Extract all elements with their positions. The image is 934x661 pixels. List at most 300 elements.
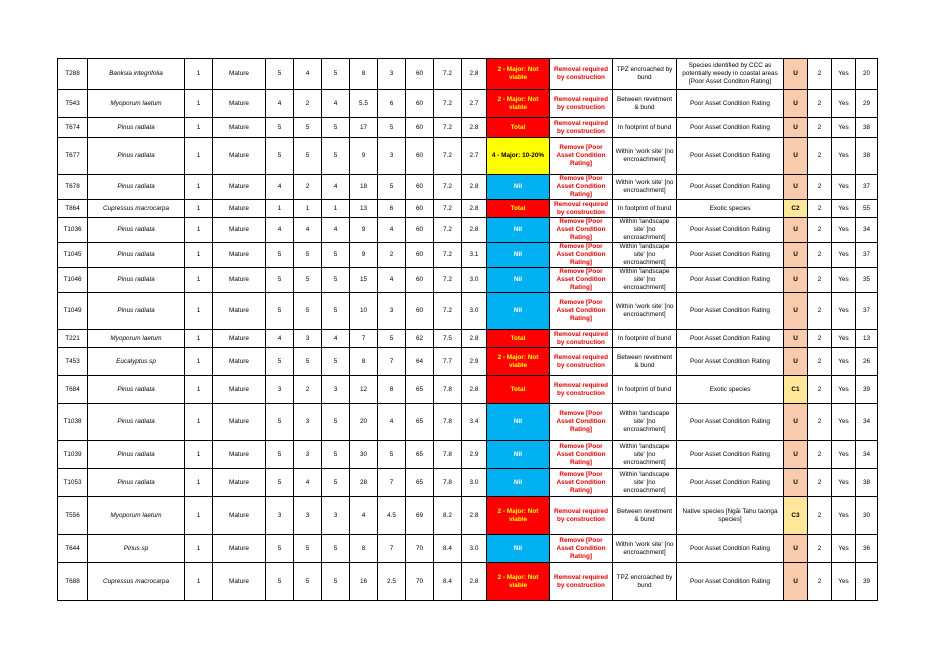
consent-cell: Yes (832, 138, 856, 175)
rating-c-cell: 5 (322, 268, 350, 293)
chainage-cell: 60 (406, 175, 434, 200)
retention-class-cell: C3 (784, 497, 808, 535)
consent-cell: Yes (832, 175, 856, 200)
measure-g-cell: 2.8 (462, 330, 487, 348)
tree-id-cell: T677 (58, 138, 88, 175)
impact-cell: 2 - Major: Not viable (487, 90, 550, 118)
count-cell: 1 (185, 243, 213, 268)
retention-class-cell: C2 (784, 200, 808, 218)
measure-g-cell: 3.0 (462, 268, 487, 293)
impact-cell: 2 - Major: Not viable (487, 563, 550, 601)
retention-class-cell: U (784, 59, 808, 90)
impact-cell: Total (487, 330, 550, 348)
age-class-cell: Mature (213, 535, 266, 563)
value-i-cell: 39 (856, 563, 878, 601)
comment-cell: Poor Asset Condition Rating (677, 563, 784, 601)
comment-cell: Poor Asset Condition Rating (677, 243, 784, 268)
impact-cell: 2 - Major: Not viable (487, 348, 550, 376)
chainage-cell: 70 (406, 563, 434, 601)
rating-b-cell: 5 (294, 293, 322, 330)
dbh-cell: 9 (350, 218, 378, 243)
value-h-cell: 2 (808, 243, 832, 268)
count-cell: 1 (185, 563, 213, 601)
value-i-cell: 36 (856, 535, 878, 563)
rating-b-cell: 5 (294, 138, 322, 175)
impact-cell: Nil (487, 469, 550, 497)
consent-cell: Yes (832, 441, 856, 469)
consent-cell: Yes (832, 469, 856, 497)
retention-class-cell: C1 (784, 376, 808, 404)
tree-id-cell: T543 (58, 90, 88, 118)
rating-a-cell: 3 (266, 376, 294, 404)
species-cell: Pinus radiata (88, 441, 185, 469)
dbh-cell: 17 (350, 118, 378, 138)
chainage-cell: 60 (406, 293, 434, 330)
value-i-cell: 55 (856, 200, 878, 218)
count-cell: 1 (185, 404, 213, 441)
impact-cell: Total (487, 118, 550, 138)
measure-d-cell: 4 (378, 404, 406, 441)
impact-cell: Nil (487, 535, 550, 563)
comment-cell: Poor Asset Condition Rating (677, 218, 784, 243)
measure-f-cell: 7.8 (434, 441, 462, 469)
value-i-cell: 35 (856, 268, 878, 293)
consent-cell: Yes (832, 563, 856, 601)
table-row (58, 497, 878, 535)
rating-a-cell: 5 (266, 404, 294, 441)
table-row (58, 200, 878, 218)
action-cell: Remove [Poor Asset Condition Rating] (550, 175, 613, 200)
comment-cell: Poor Asset Condition Rating (677, 138, 784, 175)
value-i-cell: 34 (856, 404, 878, 441)
measure-g-cell: 2.7 (462, 90, 487, 118)
comment-cell: Poor Asset Condition Rating (677, 404, 784, 441)
rating-a-cell: 3 (266, 497, 294, 535)
chainage-cell: 60 (406, 200, 434, 218)
value-h-cell: 2 (808, 469, 832, 497)
retention-class-cell: U (784, 243, 808, 268)
tree-id-cell: T688 (58, 563, 88, 601)
measure-g-cell: 2.8 (462, 175, 487, 200)
tree-id-cell: T864 (58, 200, 88, 218)
value-i-cell: 37 (856, 243, 878, 268)
value-h-cell: 2 (808, 404, 832, 441)
action-cell: Remove [Poor Asset Condition Rating] (550, 218, 613, 243)
retention-class-cell: U (784, 293, 808, 330)
action-cell: Removal required by construction (550, 59, 613, 90)
retention-class-cell: U (784, 90, 808, 118)
rating-b-cell: 3 (294, 404, 322, 441)
action-cell: Remove [Poor Asset Condition Rating] (550, 243, 613, 268)
rating-c-cell: 5 (322, 59, 350, 90)
value-i-cell: 26 (856, 348, 878, 376)
measure-f-cell: 7.8 (434, 404, 462, 441)
tree-id-cell: T1045 (58, 243, 88, 268)
tree-id-cell: T1053 (58, 469, 88, 497)
comment-cell: Exotic species (677, 200, 784, 218)
measure-g-cell: 2.9 (462, 441, 487, 469)
action-cell: Removal required by construction (550, 90, 613, 118)
value-h-cell: 2 (808, 376, 832, 404)
comment-cell: Poor Asset Condition Rating (677, 348, 784, 376)
table-row (58, 348, 878, 376)
rating-b-cell: 5 (294, 563, 322, 601)
age-class-cell: Mature (213, 118, 266, 138)
reason-cell: Within 'work site' [no encroachment] (613, 175, 677, 200)
table-row (58, 118, 878, 138)
impact-cell: Nil (487, 293, 550, 330)
tree-id-cell: T288 (58, 59, 88, 90)
measure-d-cell: 2.5 (378, 563, 406, 601)
rating-a-cell: 5 (266, 348, 294, 376)
tree-id-cell: T1036 (58, 218, 88, 243)
count-cell: 1 (185, 441, 213, 469)
measure-f-cell: 7.2 (434, 118, 462, 138)
measure-d-cell: 4.5 (378, 497, 406, 535)
retention-class-cell: U (784, 218, 808, 243)
value-i-cell: 13 (856, 330, 878, 348)
count-cell: 1 (185, 200, 213, 218)
measure-g-cell: 3.0 (462, 535, 487, 563)
value-h-cell: 2 (808, 497, 832, 535)
reason-cell: Within 'work site' [no encroachment] (613, 138, 677, 175)
measure-g-cell: 3.0 (462, 293, 487, 330)
rating-c-cell: 5 (322, 563, 350, 601)
value-i-cell: 39 (856, 376, 878, 404)
measure-f-cell: 7.8 (434, 469, 462, 497)
table-row (58, 563, 878, 601)
age-class-cell: Mature (213, 376, 266, 404)
value-h-cell: 2 (808, 268, 832, 293)
species-cell: Cupressus macrocarpa (88, 200, 185, 218)
chainage-cell: 60 (406, 268, 434, 293)
measure-d-cell: 7 (378, 348, 406, 376)
measure-g-cell: 2.9 (462, 348, 487, 376)
retention-class-cell: U (784, 175, 808, 200)
count-cell: 1 (185, 293, 213, 330)
dbh-cell: 8 (350, 535, 378, 563)
chainage-cell: 60 (406, 138, 434, 175)
measure-d-cell: 3 (378, 138, 406, 175)
count-cell: 1 (185, 118, 213, 138)
species-cell: Myoporum laetum (88, 497, 185, 535)
value-h-cell: 2 (808, 90, 832, 118)
value-i-cell: 20 (856, 59, 878, 90)
chainage-cell: 65 (406, 404, 434, 441)
measure-f-cell: 7.7 (434, 348, 462, 376)
consent-cell: Yes (832, 404, 856, 441)
dbh-cell: 9 (350, 138, 378, 175)
measure-f-cell: 7.2 (434, 268, 462, 293)
reason-cell: In footprint of bund (613, 376, 677, 404)
chainage-cell: 64 (406, 348, 434, 376)
consent-cell: Yes (832, 200, 856, 218)
rating-c-cell: 5 (322, 535, 350, 563)
action-cell: Removal required by construction (550, 200, 613, 218)
reason-cell: Within 'landscape site' [no encroachment] (613, 243, 677, 268)
impact-cell: Nil (487, 175, 550, 200)
rating-a-cell: 5 (266, 138, 294, 175)
rating-b-cell: 5 (294, 348, 322, 376)
measure-d-cell: 6 (378, 200, 406, 218)
species-cell: Pinus radiata (88, 404, 185, 441)
comment-cell: Poor Asset Condition Rating (677, 330, 784, 348)
comment-cell: Poor Asset Condition Rating (677, 441, 784, 469)
rating-a-cell: 4 (266, 330, 294, 348)
table-body (58, 59, 878, 601)
table-row (58, 441, 878, 469)
measure-g-cell: 2.8 (462, 563, 487, 601)
comment-cell: Exotic species (677, 376, 784, 404)
measure-d-cell: 3 (378, 293, 406, 330)
measure-g-cell: 2.8 (462, 497, 487, 535)
rating-b-cell: 5 (294, 118, 322, 138)
impact-cell: 4 - Major: 10-20% (487, 138, 550, 175)
age-class-cell: Mature (213, 268, 266, 293)
species-cell: Banksia integrifolia (88, 59, 185, 90)
comment-cell: Poor Asset Condition Rating (677, 175, 784, 200)
rating-b-cell: 5 (294, 535, 322, 563)
count-cell: 1 (185, 535, 213, 563)
species-cell: Pinus radiata (88, 268, 185, 293)
measure-g-cell: 3.4 (462, 404, 487, 441)
measure-f-cell: 8.2 (434, 497, 462, 535)
dbh-cell: 18 (350, 175, 378, 200)
chainage-cell: 60 (406, 243, 434, 268)
count-cell: 1 (185, 138, 213, 175)
dbh-cell: 5.5 (350, 90, 378, 118)
measure-f-cell: 7.2 (434, 138, 462, 175)
dbh-cell: 8 (350, 348, 378, 376)
comment-cell: Poor Asset Condition Rating (677, 118, 784, 138)
impact-cell: Nil (487, 441, 550, 469)
rating-c-cell: 3 (322, 376, 350, 404)
rating-c-cell: 4 (322, 175, 350, 200)
chainage-cell: 62 (406, 330, 434, 348)
measure-d-cell: 5 (378, 441, 406, 469)
reason-cell: Between revetment & bund (613, 90, 677, 118)
measure-f-cell: 7.2 (434, 218, 462, 243)
measure-d-cell: 7 (378, 535, 406, 563)
action-cell: Removal required by construction (550, 563, 613, 601)
retention-class-cell: U (784, 404, 808, 441)
value-i-cell: 38 (856, 118, 878, 138)
rating-c-cell: 4 (322, 218, 350, 243)
chainage-cell: 60 (406, 90, 434, 118)
count-cell: 1 (185, 175, 213, 200)
table-row (58, 138, 878, 175)
consent-cell: Yes (832, 376, 856, 404)
retention-class-cell: U (784, 330, 808, 348)
action-cell: Remove [Poor Asset Condition Rating] (550, 138, 613, 175)
value-i-cell: 38 (856, 469, 878, 497)
count-cell: 1 (185, 90, 213, 118)
rating-b-cell: 4 (294, 469, 322, 497)
count-cell: 1 (185, 59, 213, 90)
reason-cell: TPZ encroached by bund (613, 59, 677, 90)
dbh-cell: 30 (350, 441, 378, 469)
age-class-cell: Mature (213, 59, 266, 90)
action-cell: Remove [Poor Asset Condition Rating] (550, 404, 613, 441)
rating-a-cell: 4 (266, 218, 294, 243)
reason-cell: Within 'landscape site' [no encroachment] (613, 469, 677, 497)
retention-class-cell: U (784, 268, 808, 293)
chainage-cell: 65 (406, 376, 434, 404)
dbh-cell: 13 (350, 200, 378, 218)
species-cell: Pinus radiata (88, 118, 185, 138)
table-row (58, 330, 878, 348)
species-cell: Pinus radiata (88, 293, 185, 330)
chainage-cell: 65 (406, 469, 434, 497)
species-cell: Eucalyptus sp (88, 348, 185, 376)
value-h-cell: 2 (808, 441, 832, 469)
age-class-cell: Mature (213, 175, 266, 200)
age-class-cell: Mature (213, 138, 266, 175)
rating-c-cell: 5 (322, 469, 350, 497)
value-h-cell: 2 (808, 175, 832, 200)
species-cell: Pinus radiata (88, 175, 185, 200)
consent-cell: Yes (832, 293, 856, 330)
measure-f-cell: 7.2 (434, 293, 462, 330)
comment-cell: Native species [Ngāi Tahu taonga species] (677, 497, 784, 535)
table-row (58, 175, 878, 200)
chainage-cell: 69 (406, 497, 434, 535)
action-cell: Remove [Poor Asset Condition Rating] (550, 268, 613, 293)
retention-class-cell: U (784, 469, 808, 497)
measure-d-cell: 7 (378, 469, 406, 497)
comment-cell: Poor Asset Condition Rating (677, 268, 784, 293)
comment-cell: Poor Asset Condition Rating (677, 293, 784, 330)
species-cell: Cupressus macrocarpa (88, 563, 185, 601)
measure-f-cell: 7.2 (434, 90, 462, 118)
action-cell: Removal required by construction (550, 118, 613, 138)
species-cell: Pinus radiata (88, 218, 185, 243)
count-cell: 1 (185, 218, 213, 243)
retention-class-cell: U (784, 118, 808, 138)
chainage-cell: 65 (406, 441, 434, 469)
measure-g-cell: 2.8 (462, 218, 487, 243)
consent-cell: Yes (832, 59, 856, 90)
chainage-cell: 60 (406, 218, 434, 243)
rating-b-cell: 4 (294, 218, 322, 243)
tree-id-cell: T556 (58, 497, 88, 535)
comment-cell: Poor Asset Condition Rating (677, 535, 784, 563)
measure-d-cell: 4 (378, 218, 406, 243)
species-cell: Pinus radiata (88, 469, 185, 497)
tree-id-cell: T674 (58, 118, 88, 138)
dbh-cell: 12 (350, 376, 378, 404)
tree-id-cell: T1038 (58, 404, 88, 441)
chainage-cell: 70 (406, 535, 434, 563)
measure-f-cell: 7.8 (434, 376, 462, 404)
dbh-cell: 20 (350, 404, 378, 441)
rating-c-cell: 3 (322, 497, 350, 535)
age-class-cell: Mature (213, 404, 266, 441)
rating-b-cell: 3 (294, 497, 322, 535)
value-i-cell: 38 (856, 138, 878, 175)
measure-d-cell: 6 (378, 90, 406, 118)
age-class-cell: Mature (213, 563, 266, 601)
age-class-cell: Mature (213, 497, 266, 535)
measure-g-cell: 2.8 (462, 118, 487, 138)
rating-a-cell: 4 (266, 175, 294, 200)
value-h-cell: 2 (808, 293, 832, 330)
rating-b-cell: 2 (294, 376, 322, 404)
dbh-cell: 28 (350, 469, 378, 497)
species-cell: Myoporum laetum (88, 330, 185, 348)
rating-b-cell: 3 (294, 330, 322, 348)
dbh-cell: 16 (350, 563, 378, 601)
rating-c-cell: 5 (322, 348, 350, 376)
table-row (58, 59, 878, 90)
measure-f-cell: 7.2 (434, 200, 462, 218)
table-row (58, 293, 878, 330)
action-cell: Remove [Poor Asset Condition Rating] (550, 293, 613, 330)
reason-cell: Within 'landscape site' [no encroachment] (613, 404, 677, 441)
measure-d-cell: 4 (378, 268, 406, 293)
reason-cell: In footprint of bund (613, 330, 677, 348)
retention-class-cell: U (784, 563, 808, 601)
rating-a-cell: 1 (266, 200, 294, 218)
tree-id-cell: T1046 (58, 268, 88, 293)
measure-g-cell: 2.8 (462, 200, 487, 218)
rating-c-cell: 5 (322, 404, 350, 441)
measure-g-cell: 2.8 (462, 59, 487, 90)
dbh-cell: 9 (350, 243, 378, 268)
measure-d-cell: 2 (378, 243, 406, 268)
consent-cell: Yes (832, 348, 856, 376)
value-i-cell: 34 (856, 441, 878, 469)
reason-cell: TPZ encroached by bund (613, 563, 677, 601)
count-cell: 1 (185, 469, 213, 497)
age-class-cell: Mature (213, 293, 266, 330)
action-cell: Remove [Poor Asset Condition Rating] (550, 535, 613, 563)
tree-id-cell: T678 (58, 175, 88, 200)
age-class-cell: Mature (213, 469, 266, 497)
table-row (58, 90, 878, 118)
value-i-cell: 29 (856, 90, 878, 118)
rating-a-cell: 5 (266, 268, 294, 293)
value-h-cell: 2 (808, 138, 832, 175)
value-h-cell: 2 (808, 348, 832, 376)
retention-class-cell: U (784, 348, 808, 376)
measure-d-cell: 5 (378, 175, 406, 200)
measure-d-cell: 5 (378, 330, 406, 348)
tree-assessment-table (57, 58, 878, 601)
rating-b-cell: 1 (294, 200, 322, 218)
age-class-cell: Mature (213, 200, 266, 218)
species-cell: Pinus sp (88, 535, 185, 563)
retention-class-cell: U (784, 138, 808, 175)
value-h-cell: 2 (808, 563, 832, 601)
age-class-cell: Mature (213, 90, 266, 118)
rating-b-cell: 5 (294, 268, 322, 293)
action-cell: Remove [Poor Asset Condition Rating] (550, 441, 613, 469)
consent-cell: Yes (832, 243, 856, 268)
action-cell: Removal required by construction (550, 497, 613, 535)
rating-a-cell: 5 (266, 441, 294, 469)
measure-g-cell: 3.1 (462, 243, 487, 268)
count-cell: 1 (185, 330, 213, 348)
rating-c-cell: 4 (322, 330, 350, 348)
value-h-cell: 2 (808, 218, 832, 243)
age-class-cell: Mature (213, 218, 266, 243)
value-i-cell: 30 (856, 497, 878, 535)
rating-c-cell: 5 (322, 243, 350, 268)
count-cell: 1 (185, 497, 213, 535)
reason-cell: Within 'work site' [no encroachment] (613, 535, 677, 563)
rating-a-cell: 5 (266, 59, 294, 90)
